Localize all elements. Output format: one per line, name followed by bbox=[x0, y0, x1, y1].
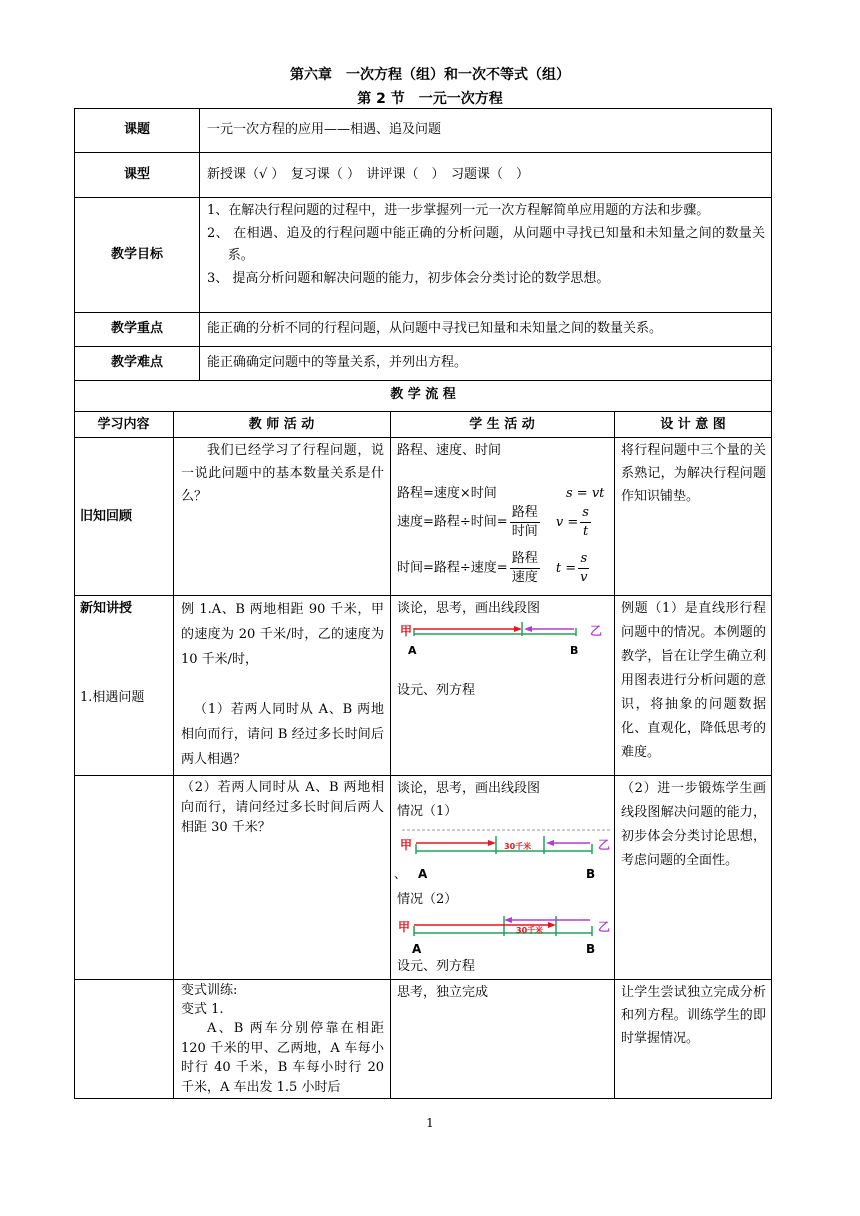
label-type: 课型 bbox=[123, 167, 150, 182]
diagram-jia-label: 甲 bbox=[400, 624, 413, 638]
row2-teacher-p2: （1）若两人同时从 A、B 两地相向而行，请问 B 经过多长时间后两人相遇？ bbox=[181, 702, 384, 767]
diagram-jia-label: 甲 bbox=[400, 838, 413, 852]
col-header-content: 学习内容 bbox=[97, 417, 150, 432]
col-header-student: 学 生 活 动 bbox=[469, 417, 535, 432]
diagram-b-label: B bbox=[586, 942, 596, 956]
row1-student-intro: 路程、速度、时间 bbox=[397, 443, 502, 458]
formula-distance: 路程=速度×时间 bbox=[397, 486, 497, 501]
diagram-yi-label: 乙 bbox=[598, 920, 611, 934]
row4-teacher-p: A、B 两车分别停靠在相距 120 千米的甲、乙两地，A 车每小时行 40 千米，B 车每小时行 20 千米，A 车出发 1.5 小时后 bbox=[181, 1021, 384, 1095]
objective-item: 2、 在相遇、追及的行程问题中能正确的分析问题，从问题中寻找已知量和未知量之间的数量关系。 bbox=[207, 225, 765, 263]
row4-teacher-l1: 变式训练: bbox=[181, 983, 238, 998]
label-topic: 课题 bbox=[123, 122, 150, 137]
type-value: 新授课（√ ） 复习课（ ） 讲评课（ ） 习题课（ ） bbox=[207, 167, 530, 182]
row2-student-top: 谈论，思考，画出线段图 bbox=[397, 601, 541, 616]
key-point-value: 能正确的分析不同的行程问题，从问题中寻找已知量和未知量之间的数量关系。 bbox=[207, 321, 663, 336]
objective-item: 1、在解决行程问题的过程中，进一步掌握列一元一次方程解简单应用题的方法和步骤。 bbox=[207, 203, 710, 218]
segment-diagram-case1 bbox=[392, 826, 614, 884]
flow-title: 教 学 流 程 bbox=[390, 387, 456, 402]
segment-diagram-case2 bbox=[392, 910, 614, 958]
diagram-a-label: A bbox=[418, 867, 428, 881]
row1-content: 旧知回顾 bbox=[80, 509, 133, 524]
diagram-distance-label: 30千米 bbox=[504, 842, 532, 851]
objectives-list bbox=[207, 200, 765, 290]
objective-item: 3、 提高分析问题和解决问题的能力，初步体会分类讨论的数学思想。 bbox=[207, 270, 610, 286]
label-key-point: 教学重点 bbox=[110, 321, 163, 336]
label-objectives: 教学目标 bbox=[110, 247, 163, 262]
row2-student-bottom: 设元、列方程 bbox=[397, 683, 476, 698]
difficulty-value: 能正确确定问题中的等量关系，并列出方程。 bbox=[207, 355, 468, 370]
diagram-yi-label: 乙 bbox=[598, 838, 611, 852]
diagram-yi-label: 乙 bbox=[590, 624, 603, 638]
formula-distance-symbolic: s = vt bbox=[566, 486, 605, 501]
row2-teacher-p1: 例 1.A、B 两地相距 90 千米，甲的速度为 20 千米/时，乙的速度为 10 千米/时， bbox=[181, 602, 384, 667]
row2-content-title: 新知讲授 bbox=[80, 601, 133, 616]
row4-student: 思考，独立完成 bbox=[397, 985, 489, 1000]
row3-design: （2）进一步锻炼学生画线段图解决问题的能力，初步体会分类讨论思想，考虑问题的全面性。 bbox=[621, 781, 766, 868]
row3-case1: 情况（1） bbox=[397, 804, 458, 819]
formula-time: 时间=路程÷速度= $\frac{\text{路程}}{\text{速度}}$ t = $\frac{s}{v}$ bbox=[397, 551, 588, 585]
row3-teacher: （2）若两人同时从 A、B 两地相向而行，请问经过多长时间后两人相距 30 千米？ bbox=[181, 780, 384, 835]
row1-teacher: 我们已经学习了行程问题，说一说此问题中的基本数量关系是什么？ bbox=[181, 443, 384, 504]
diagram-jia-label: 甲 bbox=[398, 920, 411, 934]
topic-value: 一元一次方程的应用——相遇、追及问题 bbox=[207, 122, 442, 137]
label-difficulty: 教学难点 bbox=[110, 355, 163, 370]
row4-design: 让学生尝试独立完成分析和列方程。训练学生的即时掌握情况。 bbox=[621, 985, 766, 1046]
section-title: 第 2 节 一元一次方程 bbox=[357, 91, 503, 107]
row2-design: 例题（1）是直线形行程问题中的情况。本例题的教学，旨在让学生确立利用图表进行分析问题的意识，将抽象的问题数据化、直观化，降低思考的难度。 bbox=[621, 601, 766, 760]
row3-case2: 情况（2） bbox=[397, 892, 458, 907]
chapter-title: 第六章 一次方程（组）和一次不等式（组） bbox=[290, 67, 570, 83]
formula-speed: 速度=路程÷时间= $\frac{\text{路程}}{\text{时间}}$ v = $\frac{s}{t}$ bbox=[397, 505, 589, 539]
diagram-a-label: A bbox=[408, 644, 417, 657]
row2-content-sub: 1.相遇问题 bbox=[80, 690, 145, 705]
page-number: 1 bbox=[426, 1116, 434, 1130]
diagram-b-label: B bbox=[586, 867, 596, 881]
diagram-b-label: B bbox=[570, 644, 579, 657]
col-header-design: 设 计 意 图 bbox=[660, 417, 726, 432]
diagram-a-label: A bbox=[412, 942, 422, 956]
diagram-mark: 、 bbox=[394, 867, 407, 881]
row3-student-bottom: 设元、列方程 bbox=[397, 959, 476, 974]
segment-diagram-meeting bbox=[398, 618, 610, 660]
row4-teacher-l2: 变式 1. bbox=[181, 1002, 224, 1017]
diagram-distance-label: 30千米 bbox=[516, 926, 544, 935]
col-header-teacher: 教 师 活 动 bbox=[248, 417, 315, 432]
row3-student-top: 谈论，思考，画出线段图 bbox=[397, 781, 541, 796]
row1-design: 将行程问题中三个量的关系熟记，为解决行程问题作知识铺垫。 bbox=[621, 443, 766, 504]
